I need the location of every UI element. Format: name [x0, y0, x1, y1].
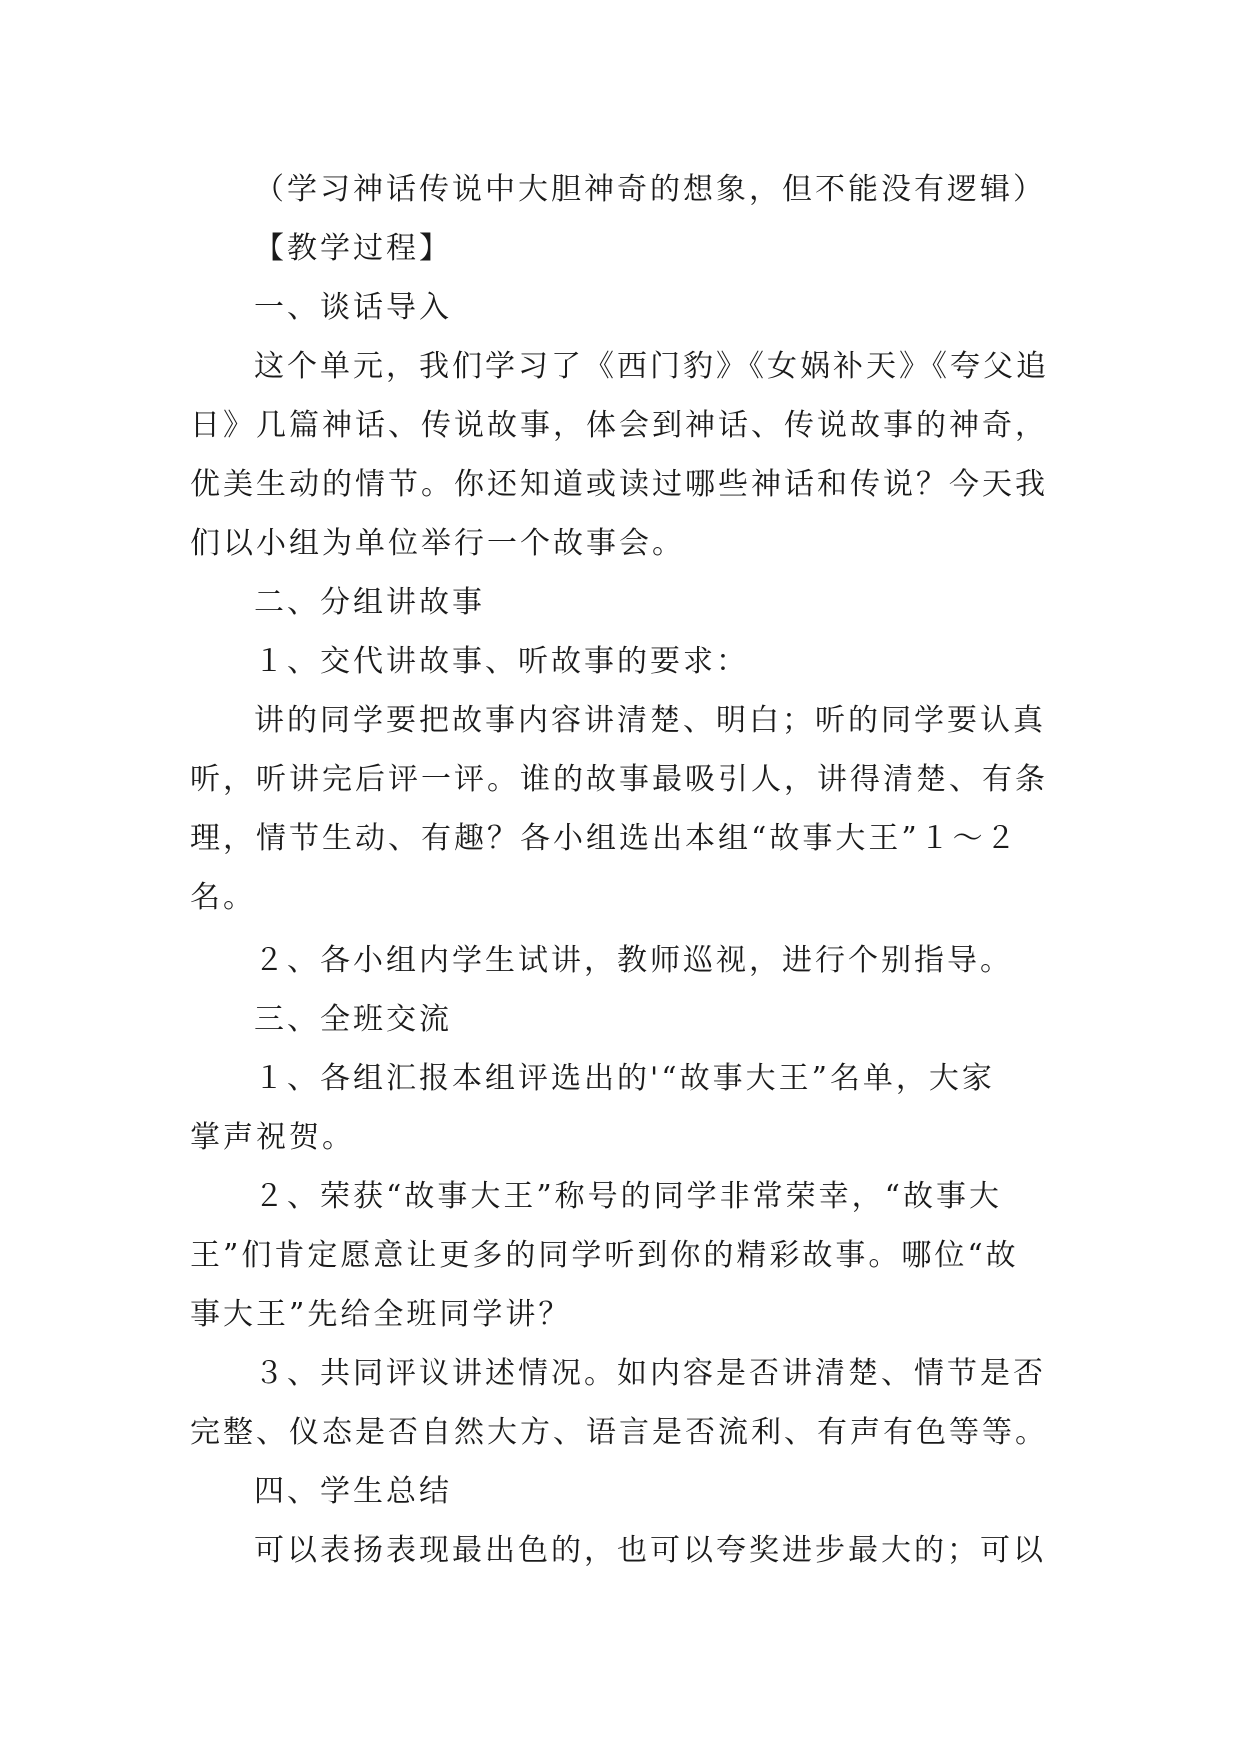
text-line: 听，听讲完后评一评。谁的故事最吸引人，讲得清楚、有条 [190, 762, 1048, 797]
section-heading: 三、全班交流 [254, 1002, 452, 1037]
text-line: 日》几篇神话、传说故事，体会到神话、传说故事的神奇， [190, 408, 1048, 443]
text-line: 优美生动的情节。你还知道或读过哪些神话和传说？今天我 [190, 467, 1048, 502]
text-line: （学习神话传说中大胆神奇的想象，但不能没有逻辑） [254, 172, 1046, 207]
text-line: 掌声祝贺。 [190, 1120, 355, 1155]
text-line: 讲的同学要把故事内容讲清楚、明白；听的同学要认真 [254, 703, 1046, 738]
text-line: 名。 [190, 880, 256, 915]
text-line: 这个单元，我们学习了《西门豹》《女娲补天》《夸父追 [254, 349, 1049, 384]
text-line: 事大王”先给全班同学讲？ [190, 1297, 572, 1332]
text-line: ２、荣获“故事大王”称号的同学非常荣幸，“故事大 [254, 1179, 1003, 1214]
text-line: ３、共同评议讲述情况。如内容是否讲清楚、情节是否 [254, 1356, 1046, 1391]
text-line: 们以小组为单位举行一个故事会。 [190, 526, 685, 561]
text-line: 完整、仪态是否自然大方、语言是否流利、有声有色等等。 [190, 1415, 1048, 1450]
section-heading: 一、谈话导入 [254, 290, 452, 325]
text-line: 王”们肯定愿意让更多的同学听到你的精彩故事。哪位“故 [190, 1238, 1019, 1273]
text-line: １、各组汇报本组评选出的'“故事大王”名单，大家 [254, 1061, 995, 1096]
text-line: 可以表扬表现最出色的，也可以夸奖进步最大的；可以 [254, 1533, 1046, 1568]
text-line: ２、各小组内学生试讲，教师巡视，进行个别指导。 [254, 943, 1013, 978]
text-line: 理，情节生动、有趣？各小组选出本组“故事大王”１～２ [190, 821, 1019, 856]
section-heading: 四、学生总结 [254, 1474, 452, 1509]
section-heading: 【教学过程】 [254, 231, 452, 266]
document-body [190, 160, 1050, 1580]
text-line: １、交代讲故事、听故事的要求： [254, 644, 749, 679]
section-heading: 二、分组讲故事 [254, 585, 485, 620]
